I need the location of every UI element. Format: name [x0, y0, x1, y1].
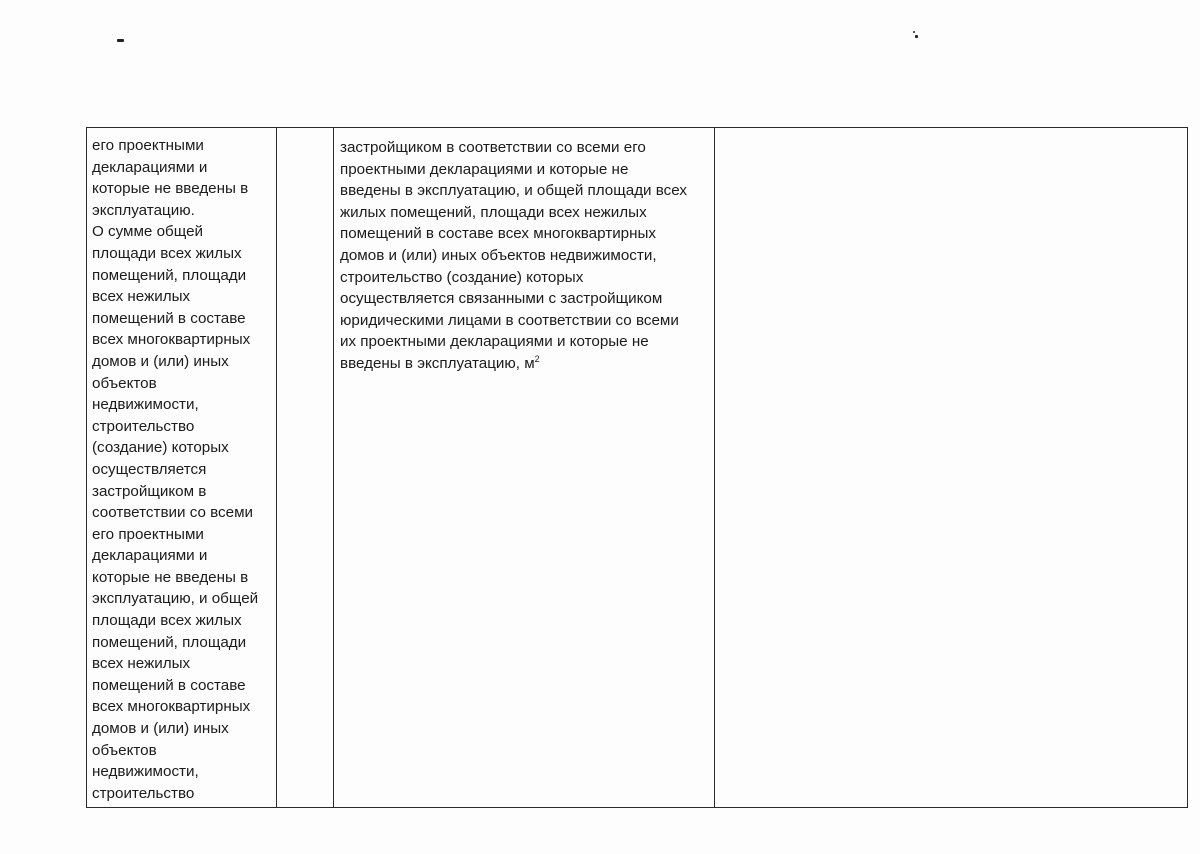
scan-speck: [913, 31, 915, 33]
indicator-text: застройщиком в соответствии со всеми его проектными декларациями и которые не введены в эксплуатацию, и общей площади всех жилых помещений, площади всех нежилых помещений в составе всех многоквартирных домов и (или) иных объектов недвижимости, строительство (создание) которых осуществляется связанными с застройщиком юридическими лицами в соответствии со всеми их проектными декларациями и которые не введены в эксплуатацию, м: [340, 139, 687, 372]
table-cell-description: [87, 128, 277, 807]
cell-description-text: его проектными декларациями и которые не введены в эксплуатацию. О сумме общей площади всех жилых помещений, площади всех нежилых помещений в составе всех многоквартирных домов и (или) иных объектов недвижимости, строительство (создание) которых осуществляется застройщиком в соответствии со всеми его проектными декларациями и которые не введены в эксплуатацию, и общей площади всех жилых помещений, площади всех нежилых помещений в составе всех многоквартирных домов и (или) иных объектов недвижимости, строительство: [92, 137, 259, 802]
scan-speck: [915, 35, 918, 38]
table-cell-indicator: [334, 128, 715, 807]
cell-indicator-text: [340, 137, 714, 375]
scan-speck: [117, 39, 124, 42]
document-table: [86, 127, 1188, 808]
table-cell-number: [277, 128, 334, 807]
unit-superscript: 2: [534, 353, 540, 364]
table-cell-value: [715, 128, 1187, 807]
